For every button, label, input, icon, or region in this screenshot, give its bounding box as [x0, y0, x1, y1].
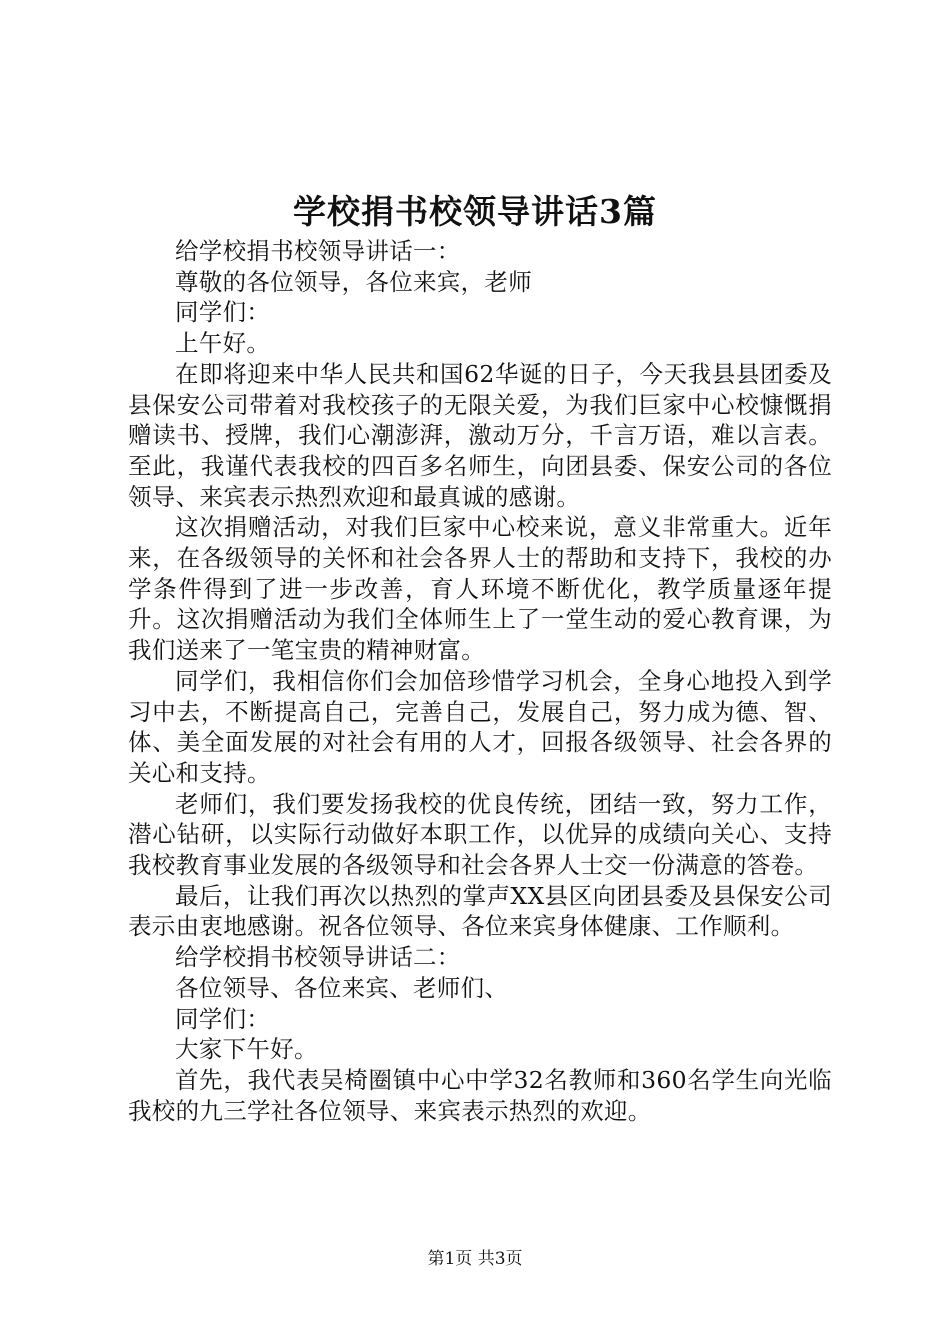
document-title: 学校捐书校领导讲话3篇 — [293, 192, 657, 231]
paragraph: 各位领导、各位来宾、老师们、 — [175, 973, 509, 1002]
paragraph: 最后，让我们再次以热烈的掌声XX县区向团县委及县保安公司表示由衷地感谢。祝各位领导、各位来宾身体健康、工作顺利。 — [128, 881, 832, 941]
paragraph: 给学校捐书校领导讲话一： — [175, 237, 461, 265]
paragraph: 老师们，我们要发扬我校的优良传统，团结一致，努力工作，潜心钻研，以实际行动做好本职工作，以优异的成绩向关心、支持我校教育事业发展的各级领导和社会各界人士交一份满意的答卷。 — [128, 789, 832, 880]
paragraph: 大家下午好。 — [175, 1035, 318, 1064]
paragraph: 给学校捐书校领导讲话二： — [175, 943, 461, 972]
paragraph: 这次捐赠活动，对我们巨家中心校来说，意义非常重大。近年来，在各级领导的关怀和社会各界人士的帮助和支持下，我校的办学条件得到了进一步改善，育人环境不断优化，教学质量逐年提升。这次捐赠活动为我们全体师生上了一堂生动的爱心教育课，为我们送来了一笔宝贵的精神财富。 — [128, 513, 832, 665]
paragraph: 同学们： — [175, 1004, 271, 1033]
paragraph: 首先，我代表吴椅圈镇中心中学32名教师和360名学生向光临我校的九三学社各位领导、来宾表示热烈的欢迎。 — [128, 1065, 832, 1125]
paragraph: 同学们，我相信你们会加倍珍惜学习机会，全身心地投入到学习中去，不断提高自己，完善自己，发展自己，努力成为德、智、体、美全面发展的对社会有用的人才，回报各级领导、社会各界的关心和支持。 — [128, 666, 832, 787]
paragraph: 上午好。 — [175, 329, 271, 358]
document-body — [128, 236, 832, 1126]
paragraph: 同学们： — [175, 298, 271, 327]
paragraph: 尊敬的各位领导，各位来宾，老师 — [175, 267, 532, 296]
paragraph: 在即将迎来中华人民共和国62华诞的日子，今天我县县团委及县保安公司带着对我校孩子的无限关爱，为我们巨家中心校慷慨捐赠读书、授牌，我们心潮澎湃，激动万分，千言万语，难以言表。至此，我谨代表我校的四百多名师生，向团县委、保安公司的各位领导、来宾表示热烈欢迎和最真诚的感谢。 — [128, 359, 832, 511]
page-number-footer: 第1页 共3页 — [427, 1249, 523, 1269]
